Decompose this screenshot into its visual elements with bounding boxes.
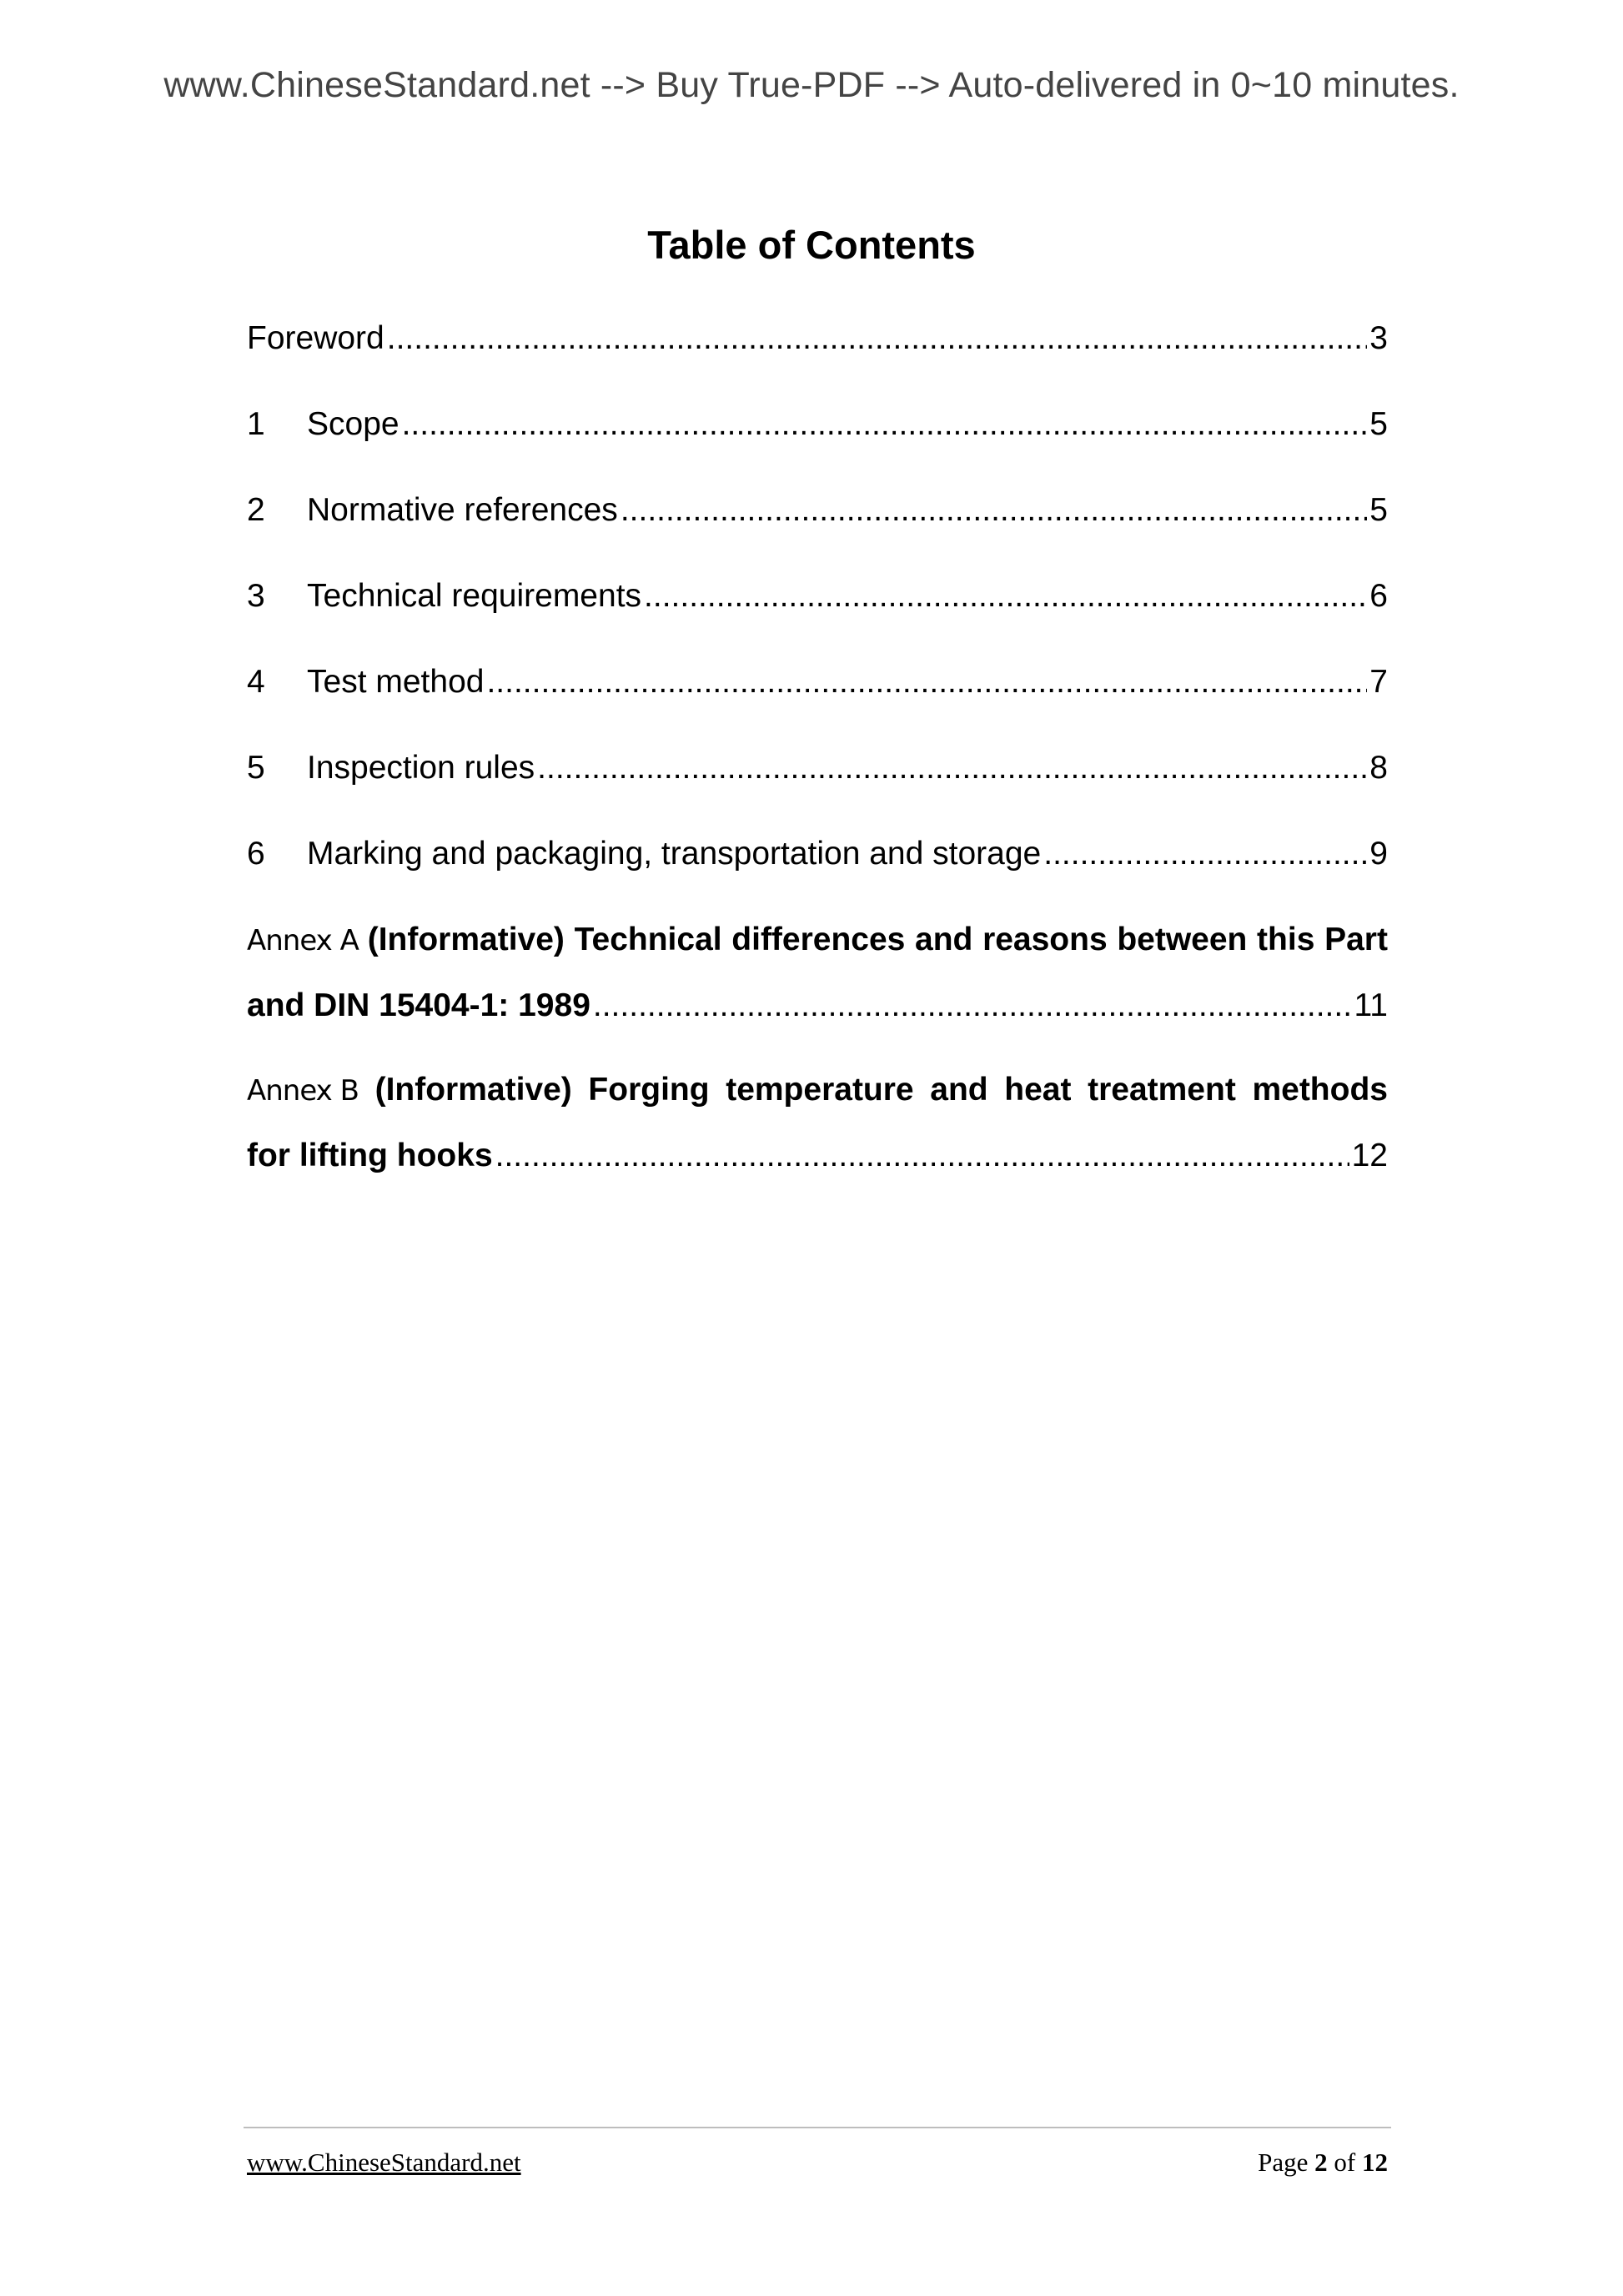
toc-entry-normative-references[interactable] bbox=[247, 492, 1388, 539]
toc-entry-page: 11 bbox=[1354, 987, 1388, 1023]
annex-word: methods bbox=[1252, 1072, 1388, 1108]
toc-entry-number: 6 bbox=[247, 836, 265, 872]
toc-entry-marking-packaging[interactable] bbox=[247, 836, 1388, 882]
toc-leader-dots bbox=[486, 664, 1367, 701]
page-title: Table of Contents bbox=[647, 223, 976, 267]
annex-word: (Informative) bbox=[374, 1072, 572, 1108]
annex-a-heading-start bbox=[247, 922, 565, 958]
toc-leader-dots bbox=[644, 578, 1367, 615]
toc-entry-label: for lifting hooks bbox=[247, 1138, 493, 1173]
toc-entry-foreword[interactable] bbox=[247, 320, 1388, 367]
toc-entry-inspection-rules[interactable] bbox=[247, 750, 1388, 796]
toc-annex-a-line2[interactable] bbox=[247, 987, 1388, 1034]
toc-leader-dots bbox=[387, 320, 1368, 357]
toc-leader-dots bbox=[593, 987, 1352, 1024]
footer-divider bbox=[244, 2127, 1391, 2128]
toc-entry-page: 5 bbox=[1369, 406, 1388, 442]
annex-prefix: Annex B bbox=[247, 1074, 359, 1108]
toc-entry-label: Technical requirements bbox=[307, 578, 642, 614]
toc-entry-page: 7 bbox=[1369, 664, 1388, 700]
toc-leader-dots bbox=[537, 750, 1367, 786]
annex-word: and bbox=[930, 1072, 988, 1108]
annex-word: Technical bbox=[574, 922, 722, 957]
toc-entry-page: 9 bbox=[1369, 836, 1388, 872]
footer-of-word: of bbox=[1334, 2148, 1356, 2177]
toc-entry-number: 4 bbox=[247, 664, 265, 700]
toc-entry-number: 3 bbox=[247, 578, 265, 614]
annex-word: between bbox=[1117, 922, 1248, 957]
toc-entry-page: 3 bbox=[1369, 320, 1388, 356]
toc-entry-page: 5 bbox=[1369, 492, 1388, 528]
annex-b-heading-start bbox=[247, 1072, 359, 1108]
annex-word: Forging bbox=[588, 1072, 710, 1108]
toc-entry-scope[interactable] bbox=[247, 406, 1388, 453]
toc-entry-label: Marking and packaging, transportation and storage bbox=[307, 836, 1042, 872]
annex-word: and bbox=[915, 922, 973, 957]
footer-page-number bbox=[1258, 2148, 1388, 2178]
toc-entry-label: Scope bbox=[307, 406, 399, 442]
annex-word: this bbox=[1257, 922, 1315, 957]
toc-entry-number: 1 bbox=[247, 406, 265, 442]
annex-word: treatment bbox=[1088, 1072, 1236, 1108]
footer-page-word: Page bbox=[1258, 2148, 1309, 2177]
toc-annex-b-line1[interactable] bbox=[247, 1072, 1388, 1118]
toc-leader-dots bbox=[1043, 836, 1367, 872]
annex-word: Part bbox=[1324, 922, 1388, 957]
toc-entry-label: Normative references bbox=[307, 492, 618, 528]
footer-page-total: 12 bbox=[1362, 2148, 1388, 2177]
toc-entry-number: 2 bbox=[247, 492, 265, 528]
top-banner: www.ChineseStandard.net --> Buy True-PDF --> Auto-delivered in 0~10 minutes. bbox=[163, 65, 1460, 105]
annex-word: reasons bbox=[982, 922, 1108, 957]
toc-leader-dots bbox=[495, 1138, 1349, 1174]
toc-entry-test-method[interactable] bbox=[247, 664, 1388, 711]
footer-site-link[interactable]: www.ChineseStandard.net bbox=[247, 2148, 521, 2177]
toc-annex-b-line2[interactable] bbox=[247, 1138, 1388, 1184]
toc-annex-a-line1[interactable] bbox=[247, 922, 1388, 968]
toc-leader-dots bbox=[402, 406, 1368, 443]
annex-prefix: Annex A bbox=[247, 924, 359, 957]
toc-entry-label: Foreword bbox=[247, 320, 384, 356]
annex-word: (Informative) bbox=[367, 922, 565, 957]
toc-entry-label: Test method bbox=[307, 664, 485, 700]
footer-page-current: 2 bbox=[1314, 2148, 1328, 2177]
toc-entry-label: and DIN 15404-1: 1989 bbox=[247, 987, 590, 1023]
annex-word: temperature bbox=[726, 1072, 914, 1108]
toc-entry-number: 5 bbox=[247, 750, 265, 786]
toc-entry-technical-requirements[interactable] bbox=[247, 578, 1388, 625]
toc-entry-label: Inspection rules bbox=[307, 750, 535, 786]
toc-leader-dots bbox=[621, 492, 1367, 529]
toc-entry-page: 8 bbox=[1369, 750, 1388, 786]
annex-word: heat bbox=[1004, 1072, 1072, 1108]
toc-entry-page: 12 bbox=[1351, 1138, 1388, 1173]
annex-word: differences bbox=[731, 922, 906, 957]
toc-entry-page: 6 bbox=[1369, 578, 1388, 614]
